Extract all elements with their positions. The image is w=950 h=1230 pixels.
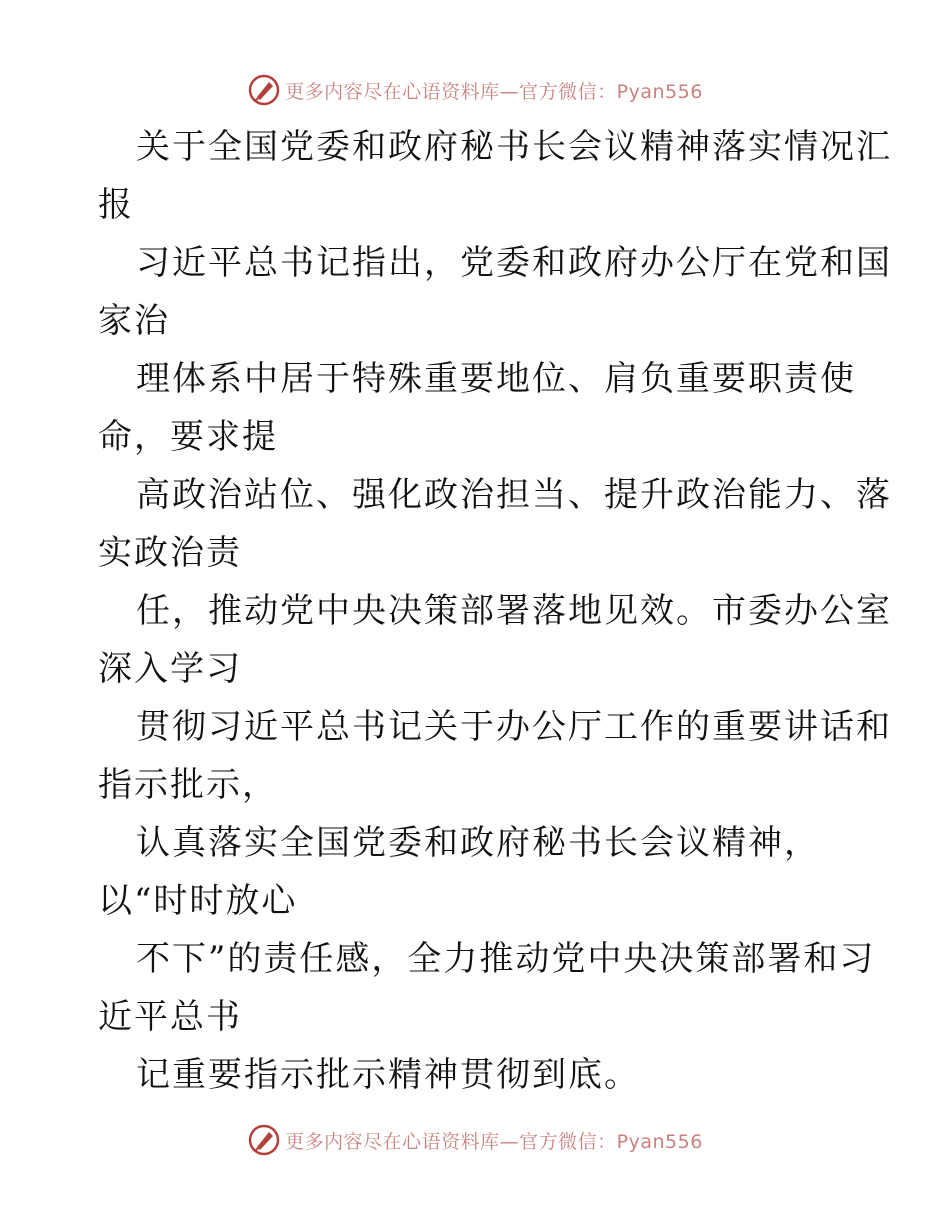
- document-line: 报: [98, 185, 134, 225]
- header-banner-text: 更多内容尽在心语资料库—官方微信：Pyan556: [285, 80, 703, 103]
- header-banner: [0, 70, 950, 110]
- document-line: 实政治责: [98, 533, 242, 573]
- document-line: 关于全国党委和政府秘书长会议精神落实情况汇: [136, 127, 892, 167]
- document-line: 高政治站位、强化政治担当、提升政治能力、落: [136, 475, 892, 515]
- document-line: 记重要指示批示精神贯彻到底。: [136, 1055, 640, 1095]
- document-line: 命，要求提: [98, 417, 278, 457]
- document-line: 家治: [98, 301, 170, 341]
- document-line: 习近平总书记指出，党委和政府办公厅在党和国: [136, 243, 892, 283]
- document-line: 近平总书: [98, 997, 242, 1037]
- footer-banner-text: 更多内容尽在心语资料库—官方微信：Pyan556: [285, 1130, 703, 1153]
- document-line: 任，推动党中央决策部署落地见效。市委办公室: [136, 591, 892, 631]
- document-line: 以“时时放心: [98, 881, 298, 921]
- document-line: 理体系中居于特殊重要地位、肩负重要职责使: [136, 359, 856, 399]
- pen-nib-circle-icon: [247, 1123, 281, 1157]
- document-line: 不下”的责任感，全力推动党中央决策部署和习: [136, 939, 876, 979]
- pen-nib-circle-icon: [247, 73, 281, 107]
- document-line: 深入学习: [98, 649, 242, 689]
- document-body: [98, 118, 892, 1104]
- footer-banner: [0, 1120, 950, 1160]
- document-line: 指示批示，: [98, 765, 278, 805]
- document-line: 认真落实全国党委和政府秘书长会议精神，: [136, 823, 820, 863]
- document-line: 贯彻习近平总书记关于办公厅工作的重要讲话和: [136, 707, 892, 747]
